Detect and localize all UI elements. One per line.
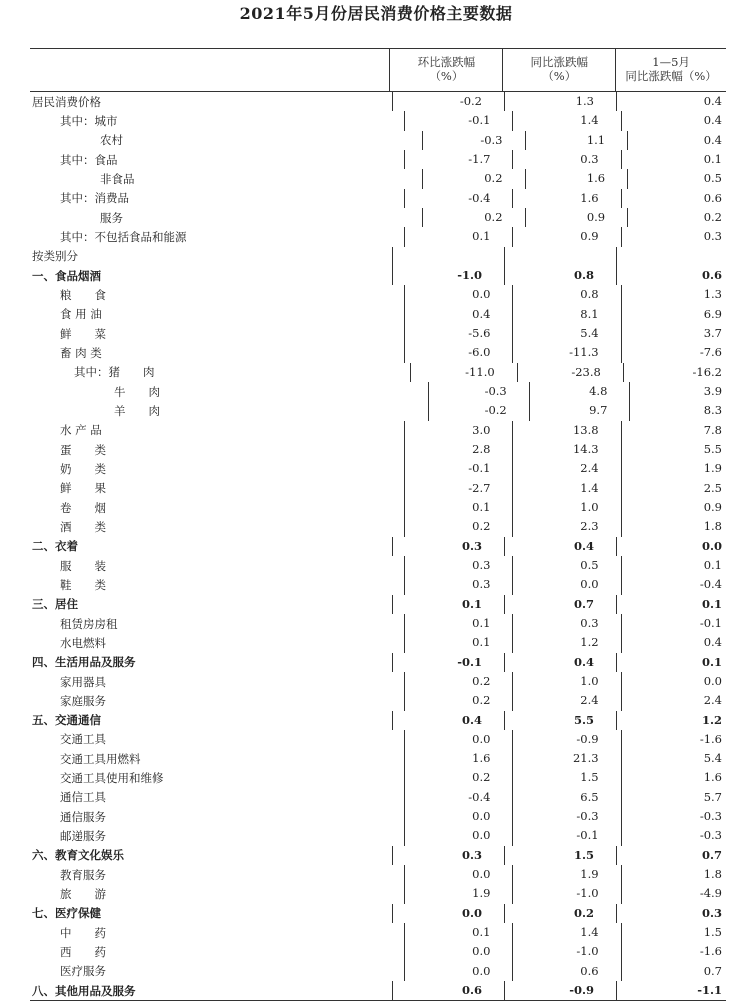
ytd-value: -16.2 [623, 363, 726, 382]
table-row [30, 807, 726, 826]
row-label: 七、医疗保健 [32, 906, 101, 921]
row-label: 奶 类 [60, 461, 106, 476]
row-label: 邮递服务 [60, 829, 106, 844]
ytd-value: -0.1 [621, 614, 726, 633]
ytd-value: 0.1 [621, 556, 726, 575]
header-mom-line2: （%） [429, 69, 464, 83]
ytd-value: 3.7 [621, 324, 726, 343]
mom-value: 1.6 [404, 749, 512, 768]
mom-value: 0.2 [404, 517, 512, 536]
mom-value: 0.2 [422, 208, 525, 227]
ytd-value: -0.3 [621, 807, 726, 826]
mom-value: 0.1 [404, 923, 512, 942]
yoy-value: -1.0 [512, 884, 620, 903]
row-label: 居民消费价格 [32, 94, 101, 109]
yoy-value: 1.4 [512, 111, 620, 130]
ytd-value: 0.7 [621, 962, 726, 981]
ytd-value: 0.6 [621, 189, 726, 208]
page-title: 2021年5月份居民消费价格主要数据 [239, 4, 513, 23]
row-label: 租赁房房租 [60, 616, 118, 631]
mom-value: 0.0 [392, 904, 504, 923]
yoy-value: 0.8 [504, 266, 616, 285]
row-label: 四、生活用品及服务 [32, 655, 136, 670]
yoy-value: 5.4 [512, 324, 620, 343]
mom-value: -0.4 [404, 189, 512, 208]
yoy-value: 5.5 [504, 711, 616, 730]
row-label: 教育服务 [60, 867, 106, 882]
table-row [30, 131, 726, 150]
yoy-value: 8.1 [512, 305, 620, 324]
ytd-value: 0.0 [621, 672, 726, 691]
yoy-value: 0.6 [512, 962, 620, 981]
table-row [30, 189, 726, 208]
row-label: 畜 肉 类 [60, 345, 102, 360]
ytd-value [616, 247, 726, 266]
row-label: 六、教育文化娱乐 [32, 848, 124, 863]
row-label: 三、居住 [32, 597, 78, 612]
row-label: 卷 烟 [60, 500, 106, 515]
row-label: 非食品 [100, 171, 135, 186]
ytd-value: 0.1 [621, 150, 726, 169]
table-row [30, 363, 726, 382]
row-label: 中 药 [60, 925, 106, 940]
table-row [30, 595, 726, 614]
row-label: 一、食品烟酒 [32, 268, 101, 283]
table-row [30, 401, 726, 420]
ytd-value: 5.7 [621, 788, 726, 807]
yoy-value: 0.8 [512, 285, 620, 304]
mom-value: -0.2 [392, 92, 504, 111]
table-row [30, 884, 726, 903]
yoy-value: -11.3 [512, 343, 620, 362]
mom-value: 0.1 [404, 227, 512, 246]
row-label: 水 产 品 [60, 423, 102, 438]
yoy-value: 13.8 [512, 421, 620, 440]
table-row [30, 942, 726, 961]
mom-value: 0.0 [404, 285, 512, 304]
header-yoy [502, 49, 615, 91]
table-row [30, 711, 726, 730]
yoy-value: -0.9 [504, 981, 616, 1000]
ytd-value: -0.3 [621, 826, 726, 845]
ytd-value: 3.9 [629, 382, 726, 401]
table-row [30, 788, 726, 807]
header-label-cell [30, 49, 389, 91]
table-row [30, 653, 726, 672]
mom-value: 0.4 [392, 711, 504, 730]
ytd-value: 1.8 [621, 865, 726, 884]
row-label: 食 用 油 [60, 307, 102, 322]
row-label: 服 装 [60, 558, 106, 573]
row-label: 粮 食 [60, 287, 106, 302]
row-label: 八、其他用品及服务 [32, 983, 136, 998]
mom-value: -0.3 [428, 382, 529, 401]
mom-value: 0.0 [404, 826, 512, 845]
mom-value: 3.0 [404, 421, 512, 440]
yoy-value: -0.1 [512, 826, 620, 845]
yoy-value: 0.3 [512, 614, 620, 633]
yoy-value: 6.5 [512, 788, 620, 807]
mom-value: -0.1 [404, 111, 512, 130]
mom-value: 0.0 [404, 942, 512, 961]
ytd-value: 0.3 [616, 904, 726, 923]
mom-value: 0.1 [404, 614, 512, 633]
row-label: 农村 [100, 133, 123, 148]
row-label: 旅 游 [60, 887, 106, 902]
mom-value: -11.0 [410, 363, 516, 382]
mom-value: 0.6 [392, 981, 504, 1000]
yoy-value [504, 247, 616, 266]
table-row [30, 730, 726, 749]
ytd-value: 0.1 [616, 653, 726, 672]
mom-value [392, 247, 504, 266]
mom-value: 0.3 [392, 846, 504, 865]
yoy-value: 1.3 [504, 92, 616, 111]
yoy-value: 1.5 [504, 846, 616, 865]
table-row [30, 324, 726, 343]
yoy-value: 1.6 [525, 169, 628, 188]
table-row [30, 517, 726, 536]
table-row [30, 343, 726, 362]
yoy-value: 9.7 [529, 401, 630, 420]
mom-value: -0.2 [428, 401, 529, 420]
table-row [30, 247, 726, 266]
ytd-value: -4.9 [621, 884, 726, 903]
yoy-value: 1.0 [512, 672, 620, 691]
mom-value: 0.2 [404, 672, 512, 691]
header-yoy-line2: （%） [542, 69, 577, 83]
table-row [30, 556, 726, 575]
table-body [30, 92, 726, 1001]
mom-value: 0.1 [404, 498, 512, 517]
yoy-value: 2.4 [512, 459, 620, 478]
ytd-value: 1.9 [621, 459, 726, 478]
ytd-value: 1.6 [621, 768, 726, 787]
ytd-value: 7.8 [621, 421, 726, 440]
cpi-table [30, 48, 726, 1001]
row-label: 二、衣着 [32, 539, 78, 554]
row-label: 鞋 类 [60, 577, 106, 592]
yoy-value: 1.9 [512, 865, 620, 884]
ytd-value: 0.1 [616, 595, 726, 614]
row-label: 蛋 类 [60, 442, 106, 457]
yoy-value: 2.4 [512, 691, 620, 710]
mom-value: 0.0 [404, 730, 512, 749]
ytd-value: 1.5 [621, 923, 726, 942]
ytd-value: -7.6 [621, 343, 726, 362]
mom-value: 0.3 [392, 537, 504, 556]
row-label: 交通工具用燃料 [60, 751, 141, 766]
table-row [30, 768, 726, 787]
row-label: 西 药 [60, 945, 106, 960]
yoy-value: 0.5 [512, 556, 620, 575]
row-label: 鲜 菜 [60, 326, 106, 341]
table-row [30, 227, 726, 246]
header-mom-line1: 环比涨跌幅 [417, 55, 476, 69]
table-row [30, 865, 726, 884]
table-row [30, 92, 726, 111]
mom-value: 0.2 [422, 169, 525, 188]
row-label: 其中：食品 [60, 152, 118, 167]
yoy-value: 0.2 [504, 904, 616, 923]
ytd-value: 0.9 [621, 498, 726, 517]
mom-value: 0.4 [404, 305, 512, 324]
ytd-value: 1.8 [621, 517, 726, 536]
ytd-value: 5.5 [621, 440, 726, 459]
ytd-value: 6.9 [621, 305, 726, 324]
ytd-value: -1.6 [621, 942, 726, 961]
mom-value: 0.2 [404, 691, 512, 710]
header-ytd-line1: 1—5月 [652, 55, 690, 69]
row-label: 牛 肉 [114, 384, 160, 399]
ytd-value: 1.3 [621, 285, 726, 304]
yoy-value: 0.0 [512, 575, 620, 594]
mom-value: -0.1 [392, 653, 504, 672]
mom-value: 0.2 [404, 768, 512, 787]
table-row [30, 749, 726, 768]
mom-value: 0.1 [392, 595, 504, 614]
yoy-value: 1.0 [512, 498, 620, 517]
mom-value: 2.8 [404, 440, 512, 459]
yoy-value: 0.7 [504, 595, 616, 614]
ytd-value: 2.5 [621, 479, 726, 498]
yoy-value: -0.9 [512, 730, 620, 749]
row-label: 服务 [100, 210, 123, 225]
row-label: 羊 肉 [114, 403, 160, 418]
table-row [30, 614, 726, 633]
yoy-value: 0.3 [512, 150, 620, 169]
table-row [30, 498, 726, 517]
row-label: 水电燃料 [60, 635, 106, 650]
table-row [30, 904, 726, 923]
mom-value: 0.3 [404, 556, 512, 575]
yoy-value: 1.1 [525, 131, 628, 150]
table-row [30, 537, 726, 556]
table-row [30, 382, 726, 401]
table-header [30, 48, 726, 92]
row-label: 通信工具 [60, 790, 106, 805]
ytd-value: 0.5 [627, 169, 726, 188]
ytd-value: -0.4 [621, 575, 726, 594]
table-row [30, 459, 726, 478]
table-row [30, 150, 726, 169]
ytd-value: 0.6 [616, 266, 726, 285]
ytd-value: 0.4 [621, 633, 726, 652]
mom-value: -0.1 [404, 459, 512, 478]
table-row [30, 169, 726, 188]
table-row [30, 846, 726, 865]
table-row [30, 923, 726, 942]
yoy-value: 0.4 [504, 537, 616, 556]
yoy-value: 2.3 [512, 517, 620, 536]
yoy-value: 0.4 [504, 653, 616, 672]
table-row [30, 981, 726, 1000]
yoy-value: 4.8 [529, 382, 630, 401]
table-row [30, 826, 726, 845]
row-label: 交通工具 [60, 732, 106, 747]
mom-value: -2.7 [404, 479, 512, 498]
table-row [30, 440, 726, 459]
yoy-value: 14.3 [512, 440, 620, 459]
table-row [30, 285, 726, 304]
row-label: 其中：城市 [60, 113, 118, 128]
row-label: 其中：不包括食品和能源 [60, 229, 187, 244]
yoy-value: -23.8 [517, 363, 623, 382]
yoy-value: 1.2 [512, 633, 620, 652]
mom-value: 0.3 [404, 575, 512, 594]
table-row [30, 633, 726, 652]
row-label: 家庭服务 [60, 693, 106, 708]
ytd-value: 8.3 [629, 401, 726, 420]
mom-value: -6.0 [404, 343, 512, 362]
row-label: 五、交通通信 [32, 713, 101, 728]
yoy-value: 1.4 [512, 923, 620, 942]
row-label: 其中：猪 肉 [74, 365, 155, 380]
table-row [30, 111, 726, 130]
yoy-value: -1.0 [512, 942, 620, 961]
mom-value: -1.0 [392, 266, 504, 285]
header-mom [389, 49, 502, 91]
row-label: 按类别分 [32, 249, 78, 264]
ytd-value: -1.1 [616, 981, 726, 1000]
mom-value: -0.4 [404, 788, 512, 807]
yoy-value: -0.3 [512, 807, 620, 826]
ytd-value: 0.0 [616, 537, 726, 556]
ytd-value: 0.2 [627, 208, 726, 227]
mom-value: 0.0 [404, 807, 512, 826]
mom-value: -1.7 [404, 150, 512, 169]
mom-value: 1.9 [404, 884, 512, 903]
ytd-value: -1.6 [621, 730, 726, 749]
mom-value: 0.0 [404, 962, 512, 981]
ytd-value: 2.4 [621, 691, 726, 710]
header-ytd-line2: 同比涨跌幅（%） [625, 69, 717, 83]
mom-value: -5.6 [404, 324, 512, 343]
ytd-value: 0.4 [627, 131, 726, 150]
yoy-value: 1.6 [512, 189, 620, 208]
table-row [30, 421, 726, 440]
row-label: 通信服务 [60, 809, 106, 824]
table-row [30, 962, 726, 981]
table-row [30, 575, 726, 594]
row-label: 医疗服务 [60, 964, 106, 979]
ytd-value: 1.2 [616, 711, 726, 730]
row-label: 家用器具 [60, 674, 106, 689]
row-label: 鲜 果 [60, 481, 106, 496]
mom-value: 0.1 [404, 633, 512, 652]
table-row [30, 266, 726, 285]
header-ytd [615, 49, 726, 91]
table-row [30, 479, 726, 498]
mom-value: -0.3 [422, 131, 525, 150]
yoy-value: 1.4 [512, 479, 620, 498]
ytd-value: 0.4 [621, 111, 726, 130]
row-label: 交通工具使用和维修 [60, 771, 164, 786]
header-yoy-line1: 同比涨跌幅 [530, 55, 588, 69]
yoy-value: 21.3 [512, 749, 620, 768]
mom-value: 0.0 [404, 865, 512, 884]
table-row [30, 305, 726, 324]
table-row [30, 691, 726, 710]
ytd-value: 0.7 [616, 846, 726, 865]
row-label: 酒 类 [60, 519, 106, 534]
yoy-value: 1.5 [512, 768, 620, 787]
table-row [30, 672, 726, 691]
ytd-value: 0.4 [616, 92, 726, 111]
ytd-value: 0.3 [621, 227, 726, 246]
yoy-value: 0.9 [512, 227, 620, 246]
row-label: 其中：消费品 [60, 191, 129, 206]
ytd-value: 5.4 [621, 749, 726, 768]
yoy-value: 0.9 [525, 208, 628, 227]
table-row [30, 208, 726, 227]
